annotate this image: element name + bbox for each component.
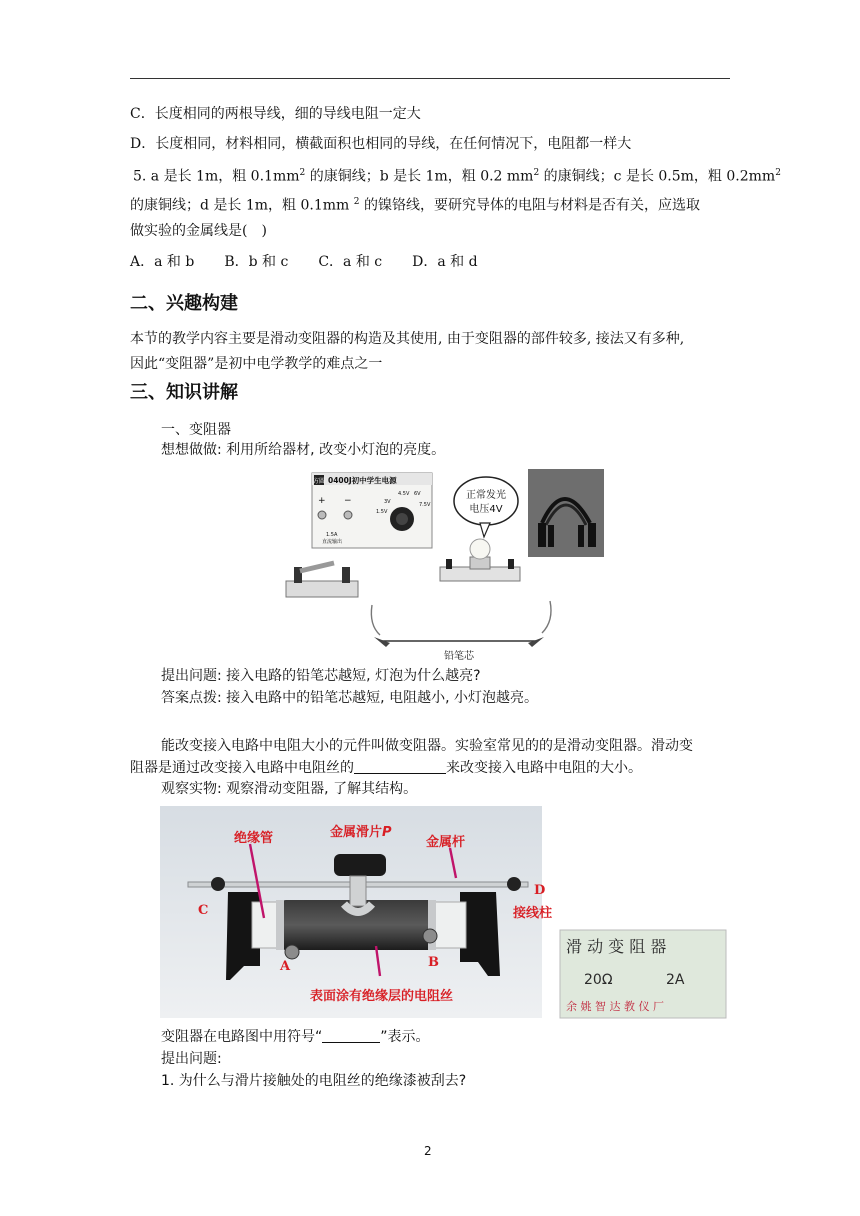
q5-text-a: 5. a 是长 1m，粗 0.1mm bbox=[133, 168, 300, 185]
superscript: 2 bbox=[775, 168, 781, 178]
svg-text:−: − bbox=[344, 496, 352, 506]
superscript: 2 bbox=[533, 168, 540, 178]
pencil-label: 铅笔芯 bbox=[444, 651, 474, 662]
superscript: 2 bbox=[299, 168, 306, 178]
negative-terminal bbox=[344, 511, 352, 519]
superscript: 2 bbox=[353, 197, 360, 207]
definition-text-a: 阻器是通过改变接入电路中电阻丝的 bbox=[130, 760, 354, 776]
resistance-coil bbox=[280, 900, 436, 950]
nameplate-illustration bbox=[560, 930, 726, 1018]
section-2-para-2: 因此“变阻器”是初中电学教学的难点之一 bbox=[130, 356, 383, 372]
label-c: C bbox=[198, 903, 209, 918]
section-3-heading: 三、知识讲解 bbox=[130, 382, 238, 403]
symbol-text-a: 变阻器在电路图中用符号“ bbox=[161, 1029, 323, 1045]
voltage-label-7-5v: 7.5V bbox=[419, 502, 431, 508]
power-title: 0400J初中学生电源 bbox=[328, 476, 397, 485]
light-bulb bbox=[470, 539, 490, 559]
question-1-text: 提出问题: 接入电路的铅笔芯越短, 灯泡为什么越亮? bbox=[161, 668, 481, 684]
voltage-label-1-5v: 1.5V bbox=[376, 509, 388, 515]
definition-para-1: 能改变接入电路中电阻大小的元件叫做变阻器。实验室常见的的是滑动变阻器。滑动变 bbox=[161, 738, 693, 754]
terminal-b bbox=[423, 929, 437, 943]
speech-bubble bbox=[454, 477, 518, 525]
option-c-text: C．长度相同的两根导线，细的导线电阻一定大 bbox=[130, 106, 421, 122]
option-b: B．b 和 c bbox=[224, 254, 289, 270]
question-5-options bbox=[130, 252, 508, 272]
experiment-figure bbox=[274, 463, 608, 666]
label-resistance-wire: 表面涂有绝缘层的电阻丝 bbox=[310, 989, 454, 1004]
rheostat-illustration bbox=[160, 806, 546, 1018]
question-2-item-1: 1. 为什么与滑片接触处的电阻丝的绝缘漆被刮去? bbox=[161, 1073, 467, 1089]
question-5-line1 bbox=[133, 163, 781, 187]
label-metal-rod: 金属杆 bbox=[426, 835, 466, 850]
label-d: D bbox=[534, 883, 546, 898]
nameplate-resistance: 20Ω bbox=[584, 972, 613, 988]
nameplate-title: 滑 动 变 阻 器 bbox=[566, 937, 667, 956]
subsection-heading: 一、变阻器 bbox=[161, 422, 231, 438]
label-slider: 金属滑片P bbox=[330, 825, 392, 840]
fill-blank-1[interactable] bbox=[354, 759, 446, 774]
bubble-text-2: 电压4V bbox=[469, 504, 503, 515]
q5-text-b: 的康铜线；b 是长 1m，粗 0.2 mm bbox=[305, 168, 534, 185]
bubble-text-1: 正常发光 bbox=[466, 490, 506, 501]
experiment-illustration bbox=[274, 463, 608, 666]
nameplate-photo bbox=[560, 930, 726, 1018]
definition-text-b: 来改变接入电路中电阻的大小。 bbox=[446, 760, 642, 776]
option-c: C．a 和 c bbox=[318, 254, 383, 270]
insulating-tube-right bbox=[432, 902, 466, 948]
q5-text-e: 的镍铬线，要研究导体的电阻与材料是否有关，应选取 bbox=[359, 197, 700, 214]
nameplate-current: 2A bbox=[666, 972, 685, 988]
option-a: A．a 和 b bbox=[130, 254, 195, 270]
terminal-d bbox=[507, 877, 521, 891]
label-terminal: 接线柱 bbox=[513, 906, 553, 921]
svg-text:+: + bbox=[318, 496, 326, 506]
question-5-line3: 做实验的金属线是( ) bbox=[130, 223, 267, 239]
question-5-line2 bbox=[130, 192, 700, 216]
label-b: B bbox=[428, 955, 439, 970]
voltage-label-4-5v: 4.5V bbox=[398, 491, 410, 497]
header-rule bbox=[130, 78, 730, 79]
symbol-text-b: ”表示。 bbox=[380, 1029, 430, 1045]
positive-terminal bbox=[318, 511, 326, 519]
nameplate-maker: 余 姚 智 达 教 仪 厂 bbox=[566, 1000, 664, 1013]
label-a: A bbox=[280, 959, 291, 974]
question-2-label: 提出问题: bbox=[161, 1051, 222, 1067]
voltage-label-6v: 6V bbox=[414, 491, 421, 497]
definition-para-2 bbox=[130, 758, 642, 778]
option-d: D．a 和 d bbox=[412, 254, 478, 270]
power-current-label: 1.5A bbox=[326, 532, 338, 538]
power-output-label: 直流输出 bbox=[322, 539, 343, 545]
observe-text: 观察实物: 观察滑动变阻器, 了解其结构。 bbox=[161, 781, 418, 797]
fill-blank-2[interactable] bbox=[322, 1028, 380, 1043]
slider-p bbox=[334, 854, 386, 876]
power-logo-text: 方圆 bbox=[312, 478, 326, 485]
think-and-do-text: 想想做做: 利用所给器材, 改变小灯泡的亮度。 bbox=[161, 442, 446, 458]
rheostat-photo bbox=[160, 806, 546, 1018]
label-insulating-tube: 绝缘管 bbox=[234, 831, 274, 846]
q5-text-d: 的康铜线；d 是长 1m，粗 0.1mm bbox=[130, 197, 354, 214]
voltage-label-3v: 3V bbox=[384, 499, 391, 505]
page-number: 2 bbox=[424, 1144, 432, 1158]
answer-1-text: 答案点拨: 接入电路中的铅笔芯越短, 电阻越小, 小灯泡越亮。 bbox=[161, 690, 538, 706]
section-2-heading: 二、兴趣构建 bbox=[130, 293, 238, 314]
terminal-a bbox=[285, 945, 299, 959]
option-d-text: D．长度相同，材料相同，横截面积也相同的导线，在任何情况下，电阻都一样大 bbox=[130, 136, 632, 152]
switch-post-right bbox=[342, 567, 350, 583]
q5-text-c: 的康铜线；c 是长 0.5m，粗 0.2mm bbox=[539, 168, 776, 185]
knife-switch-base bbox=[286, 581, 358, 597]
section-2-para-1: 本节的教学内容主要是滑动变阻器的构造及其使用, 由于变阻器的部件较多, 接法又有多种, bbox=[130, 331, 685, 347]
terminal-c bbox=[211, 877, 225, 891]
symbol-text bbox=[161, 1027, 430, 1047]
